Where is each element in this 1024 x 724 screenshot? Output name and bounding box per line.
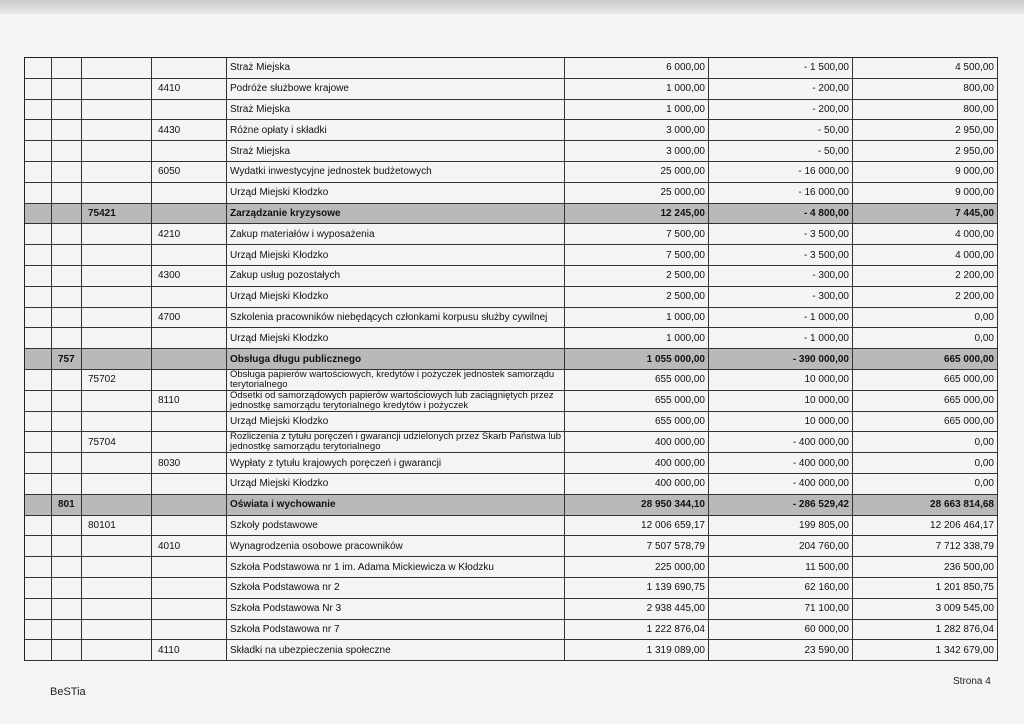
change-amount-cell: 60 000,00 [709,620,853,640]
paragraph-code-cell [152,474,227,494]
plan-amount-cell: 400 000,00 [565,453,709,473]
plan-amount-cell: 400 000,00 [565,432,709,452]
paragraph-code-cell [152,328,227,348]
paragraph-code-cell: 6050 [152,162,227,182]
paragraph-code-cell [152,578,227,598]
after-change-amount-cell: 0,00 [853,474,998,494]
table-row [25,58,998,79]
table-row [25,79,998,100]
description-cell: Straż Miejska [227,141,565,161]
plan-amount-cell: 3 000,00 [565,120,709,140]
spacer-cell [25,599,52,619]
chapter-code-cell [82,536,152,556]
description-cell: Wydatki inwestycyjne jednostek budżetowych [227,162,565,182]
after-change-amount-cell: 665 000,00 [853,391,998,411]
description-cell: Urząd Miejski Kłodzko [227,245,565,265]
description-cell: Zakup materiałów i wyposażenia [227,224,565,244]
spacer-cell [25,328,52,348]
after-change-amount-cell: 12 206 464,17 [853,516,998,536]
section-code-cell [52,640,82,660]
plan-amount-cell: 7 500,00 [565,245,709,265]
paragraph-code-cell [152,100,227,120]
chapter-code-cell [82,640,152,660]
plan-amount-cell: 225 000,00 [565,557,709,577]
after-change-amount-cell: 1 282 876,04 [853,620,998,640]
plan-amount-cell: 3 000,00 [565,141,709,161]
change-amount-cell: 71 100,00 [709,599,853,619]
section-code-cell [52,224,82,244]
table-row [25,308,998,329]
table-row [25,287,998,308]
budget-table [24,57,998,661]
description-cell: Szkoła Podstawowa nr 2 [227,578,565,598]
section-code-cell [52,578,82,598]
spacer-cell [25,183,52,203]
table-row [25,328,998,349]
table-row [25,349,998,370]
chapter-code-cell [82,308,152,328]
footer-page-number: Strona 4 [953,676,991,687]
spacer-cell [25,120,52,140]
spacer-cell [25,412,52,432]
spacer-cell [25,266,52,286]
plan-amount-cell: 1 055 000,00 [565,349,709,369]
after-change-amount-cell: 236 500,00 [853,557,998,577]
section-code-cell [52,412,82,432]
section-code-cell [52,245,82,265]
after-change-amount-cell: 2 200,00 [853,287,998,307]
after-change-amount-cell: 2 200,00 [853,266,998,286]
spacer-cell [25,308,52,328]
chapter-code-cell [82,266,152,286]
table-row [25,141,998,162]
spacer-cell [25,474,52,494]
section-code-cell [52,100,82,120]
after-change-amount-cell: 28 663 814,68 [853,495,998,515]
table-row [25,432,998,453]
paragraph-code-cell: 4210 [152,224,227,244]
after-change-amount-cell: 9 000,00 [853,183,998,203]
table-row [25,474,998,495]
change-amount-cell: - 400 000,00 [709,432,853,452]
paragraph-code-cell: 4430 [152,120,227,140]
section-code-cell [52,58,82,78]
plan-amount-cell: 1 000,00 [565,100,709,120]
change-amount-cell: - 1 000,00 [709,308,853,328]
change-amount-cell: - 286 529,42 [709,495,853,515]
table-row [25,516,998,537]
chapter-code-cell [82,578,152,598]
description-cell: Wynagrodzenia osobowe pracowników [227,536,565,556]
plan-amount-cell: 1 000,00 [565,308,709,328]
table-row [25,557,998,578]
chapter-code-cell [82,599,152,619]
after-change-amount-cell: 1 342 679,00 [853,640,998,660]
section-code-cell [52,557,82,577]
after-change-amount-cell: 9 000,00 [853,162,998,182]
paragraph-code-cell [152,141,227,161]
table-row [25,391,998,412]
chapter-code-cell [82,474,152,494]
spacer-cell [25,162,52,182]
paragraph-code-cell: 4410 [152,79,227,99]
paragraph-code-cell: 4110 [152,640,227,660]
plan-amount-cell: 1 139 690,75 [565,578,709,598]
section-code-cell [52,370,82,390]
after-change-amount-cell: 0,00 [853,453,998,473]
chapter-code-cell [82,328,152,348]
description-cell: Podróże służbowe krajowe [227,79,565,99]
chapter-code-cell [82,58,152,78]
chapter-code-cell [82,224,152,244]
plan-amount-cell: 2 500,00 [565,287,709,307]
paragraph-code-cell [152,516,227,536]
section-code-cell [52,120,82,140]
scan-top-edge [0,0,1024,14]
section-code-cell [52,328,82,348]
section-code-cell [52,266,82,286]
table-row [25,412,998,433]
table-row [25,640,998,661]
section-code-cell [52,287,82,307]
table-row [25,536,998,557]
table-row [25,599,998,620]
paragraph-code-cell [152,495,227,515]
change-amount-cell: 10 000,00 [709,412,853,432]
description-cell: Urząd Miejski Kłodzko [227,328,565,348]
section-code-cell [52,474,82,494]
paragraph-code-cell [152,620,227,640]
table-row [25,453,998,474]
after-change-amount-cell: 665 000,00 [853,412,998,432]
plan-amount-cell: 12 245,00 [565,204,709,224]
section-code-cell [52,536,82,556]
paragraph-code-cell [152,557,227,577]
paragraph-code-cell [152,412,227,432]
table-row [25,183,998,204]
section-code-cell [52,453,82,473]
chapter-code-cell: 75702 [82,370,152,390]
spacer-cell [25,100,52,120]
chapter-code-cell [82,349,152,369]
paragraph-code-cell [152,183,227,203]
plan-amount-cell: 2 938 445,00 [565,599,709,619]
after-change-amount-cell: 2 950,00 [853,120,998,140]
table-row [25,100,998,121]
description-cell: Szkoły podstawowe [227,516,565,536]
after-change-amount-cell: 800,00 [853,100,998,120]
chapter-code-cell [82,412,152,432]
chapter-code-cell [82,245,152,265]
spacer-cell [25,432,52,452]
change-amount-cell: 11 500,00 [709,557,853,577]
spacer-cell [25,204,52,224]
plan-amount-cell: 28 950 344,10 [565,495,709,515]
table-row [25,224,998,245]
chapter-code-cell [82,557,152,577]
paragraph-code-cell [152,370,227,390]
change-amount-cell: - 200,00 [709,79,853,99]
change-amount-cell: 10 000,00 [709,391,853,411]
paragraph-code-cell [152,287,227,307]
description-cell: Urząd Miejski Kłodzko [227,412,565,432]
chapter-code-cell [82,495,152,515]
plan-amount-cell: 25 000,00 [565,162,709,182]
chapter-code-cell [82,453,152,473]
chapter-code-cell [82,120,152,140]
table-row [25,370,998,391]
plan-amount-cell: 655 000,00 [565,391,709,411]
chapter-code-cell [82,79,152,99]
description-cell: Rozliczenia z tytułu poręczeń i gwarancji udzielonych przez Skarb Państwa lub jednostkę samorządu terytorialnego [227,432,565,452]
section-code-cell [52,516,82,536]
after-change-amount-cell: 665 000,00 [853,349,998,369]
after-change-amount-cell: 3 009 545,00 [853,599,998,619]
plan-amount-cell: 7 500,00 [565,224,709,244]
paragraph-code-cell: 8030 [152,453,227,473]
after-change-amount-cell: 7 445,00 [853,204,998,224]
paragraph-code-cell [152,58,227,78]
plan-amount-cell: 7 507 578,79 [565,536,709,556]
after-change-amount-cell: 665 000,00 [853,370,998,390]
plan-amount-cell: 6 000,00 [565,58,709,78]
spacer-cell [25,58,52,78]
spacer-cell [25,495,52,515]
change-amount-cell: 23 590,00 [709,640,853,660]
section-code-cell: 757 [52,349,82,369]
change-amount-cell: 62 160,00 [709,578,853,598]
description-cell: Straż Miejska [227,58,565,78]
change-amount-cell: 199 805,00 [709,516,853,536]
plan-amount-cell: 1 222 876,04 [565,620,709,640]
table-row [25,495,998,516]
section-code-cell: 801 [52,495,82,515]
description-cell: Składki na ubezpieczenia społeczne [227,640,565,660]
change-amount-cell: - 1 000,00 [709,328,853,348]
change-amount-cell: - 1 500,00 [709,58,853,78]
description-cell: Odsetki od samorządowych papierów wartościowych lub zaciągniętych przez jednostkę samorządu terytorialnego kredytów i pożyczek [227,391,565,411]
spacer-cell [25,516,52,536]
after-change-amount-cell: 4 500,00 [853,58,998,78]
chapter-code-cell: 75421 [82,204,152,224]
description-cell: Obsługa długu publicznego [227,349,565,369]
chapter-code-cell: 80101 [82,516,152,536]
paragraph-code-cell: 4010 [152,536,227,556]
paragraph-code-cell [152,349,227,369]
spacer-cell [25,620,52,640]
description-cell: Oświata i wychowanie [227,495,565,515]
description-cell: Szkoła Podstawowa Nr 3 [227,599,565,619]
paragraph-code-cell [152,245,227,265]
change-amount-cell: 204 760,00 [709,536,853,556]
spacer-cell [25,287,52,307]
description-cell: Obsługa papierów wartościowych, kredytów i pożyczek jednostek samorządu terytorialnego [227,370,565,390]
spacer-cell [25,349,52,369]
section-code-cell [52,141,82,161]
after-change-amount-cell: 0,00 [853,328,998,348]
after-change-amount-cell: 7 712 338,79 [853,536,998,556]
section-code-cell [52,79,82,99]
description-cell: Szkoła Podstawowa nr 7 [227,620,565,640]
plan-amount-cell: 25 000,00 [565,183,709,203]
description-cell: Straż Miejska [227,100,565,120]
section-code-cell [52,162,82,182]
paragraph-code-cell [152,599,227,619]
change-amount-cell: - 200,00 [709,100,853,120]
chapter-code-cell [82,183,152,203]
chapter-code-cell [82,141,152,161]
plan-amount-cell: 2 500,00 [565,266,709,286]
change-amount-cell: 10 000,00 [709,370,853,390]
paragraph-code-cell [152,204,227,224]
section-code-cell [52,599,82,619]
plan-amount-cell: 1 319 089,00 [565,640,709,660]
change-amount-cell: - 390 000,00 [709,349,853,369]
change-amount-cell: - 300,00 [709,287,853,307]
table-row [25,245,998,266]
paragraph-code-cell: 4300 [152,266,227,286]
chapter-code-cell [82,100,152,120]
after-change-amount-cell: 4 000,00 [853,224,998,244]
description-cell: Urząd Miejski Kłodzko [227,287,565,307]
paragraph-code-cell: 4700 [152,308,227,328]
change-amount-cell: - 400 000,00 [709,453,853,473]
chapter-code-cell [82,162,152,182]
description-cell: Różne opłaty i składki [227,120,565,140]
description-cell: Zakup usług pozostałych [227,266,565,286]
plan-amount-cell: 1 000,00 [565,328,709,348]
spacer-cell [25,557,52,577]
plan-amount-cell: 655 000,00 [565,370,709,390]
chapter-code-cell [82,287,152,307]
table-row [25,620,998,641]
after-change-amount-cell: 4 000,00 [853,245,998,265]
table-row [25,578,998,599]
section-code-cell [52,204,82,224]
change-amount-cell: - 400 000,00 [709,474,853,494]
after-change-amount-cell: 0,00 [853,308,998,328]
change-amount-cell: - 16 000,00 [709,162,853,182]
after-change-amount-cell: 800,00 [853,79,998,99]
section-code-cell [52,620,82,640]
chapter-code-cell: 75704 [82,432,152,452]
spacer-cell [25,245,52,265]
plan-amount-cell: 1 000,00 [565,79,709,99]
change-amount-cell: - 300,00 [709,266,853,286]
section-code-cell [52,308,82,328]
description-cell: Zarządzanie kryzysowe [227,204,565,224]
table-row [25,120,998,141]
paragraph-code-cell [152,432,227,452]
change-amount-cell: - 16 000,00 [709,183,853,203]
table-row [25,204,998,225]
after-change-amount-cell: 2 950,00 [853,141,998,161]
chapter-code-cell [82,391,152,411]
section-code-cell [52,183,82,203]
section-code-cell [52,391,82,411]
plan-amount-cell: 400 000,00 [565,474,709,494]
description-cell: Wypłaty z tytułu krajowych poręczeń i gwarancji [227,453,565,473]
paragraph-code-cell: 8110 [152,391,227,411]
spacer-cell [25,141,52,161]
chapter-code-cell [82,620,152,640]
description-cell: Szkolenia pracowników niebędących członkami korpusu służby cywilnej [227,308,565,328]
plan-amount-cell: 655 000,00 [565,412,709,432]
change-amount-cell: - 4 800,00 [709,204,853,224]
spacer-cell [25,453,52,473]
after-change-amount-cell: 1 201 850,75 [853,578,998,598]
table-row [25,266,998,287]
spacer-cell [25,370,52,390]
section-code-cell [52,432,82,452]
spacer-cell [25,79,52,99]
footer-software-name: BeSTia [50,686,86,698]
table-row [25,162,998,183]
change-amount-cell: - 3 500,00 [709,224,853,244]
change-amount-cell: - 3 500,00 [709,245,853,265]
spacer-cell [25,391,52,411]
plan-amount-cell: 12 006 659,17 [565,516,709,536]
change-amount-cell: - 50,00 [709,120,853,140]
spacer-cell [25,640,52,660]
description-cell: Urząd Miejski Kłodzko [227,183,565,203]
spacer-cell [25,224,52,244]
spacer-cell [25,536,52,556]
description-cell: Urząd Miejski Kłodzko [227,474,565,494]
spacer-cell [25,578,52,598]
after-change-amount-cell: 0,00 [853,432,998,452]
description-cell: Szkoła Podstawowa nr 1 im. Adama Mickiewicza w Kłodzku [227,557,565,577]
change-amount-cell: - 50,00 [709,141,853,161]
